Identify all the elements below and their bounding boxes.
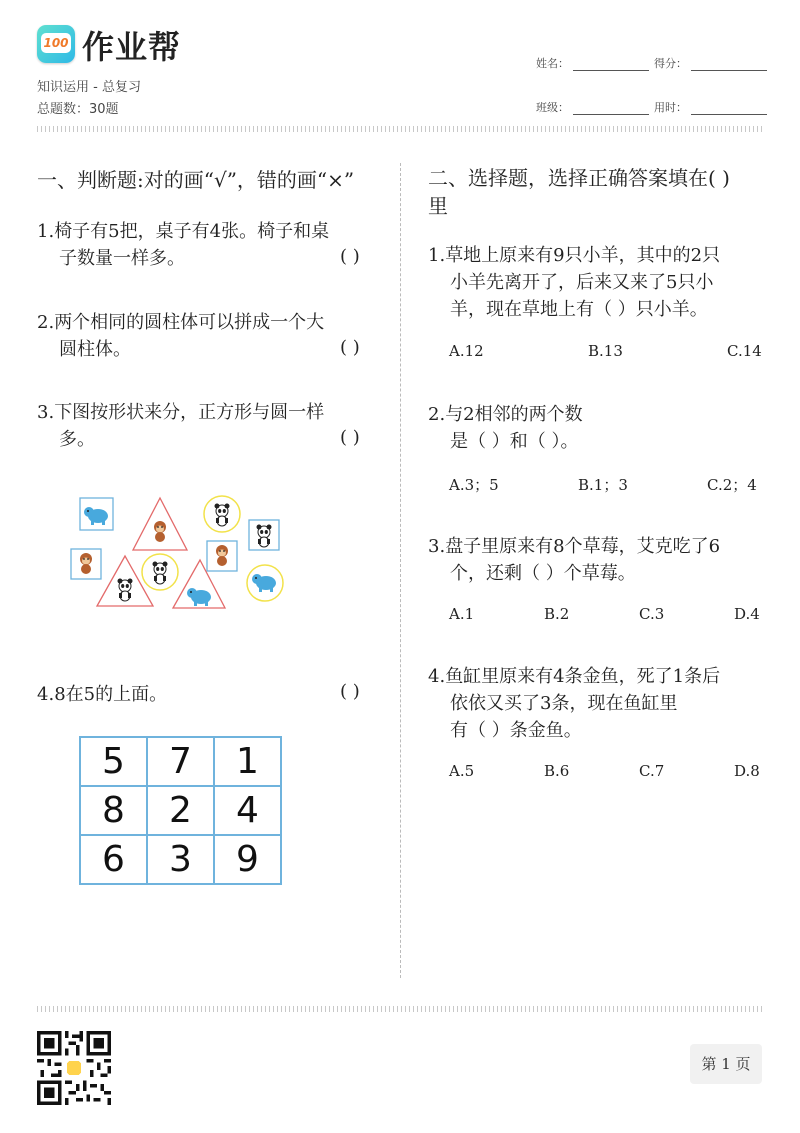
option[interactable]: C.7 — [639, 762, 665, 780]
logo-badge: 100 — [41, 33, 71, 53]
time-label: 用时： — [654, 101, 687, 114]
grid-cell: 3 — [147, 835, 214, 884]
choice-question-1: 1.草地上原来有9只小羊，其中的2只 小羊先离开了，后来又来了5只小 羊，现在草地上有（ ）只小羊。 — [428, 245, 721, 320]
name-label: 姓名： — [536, 57, 569, 70]
square-monkey-1 — [71, 549, 101, 579]
option[interactable]: A.3；5 — [449, 476, 499, 494]
grid-cell: 7 — [147, 737, 214, 786]
number-grid — [79, 736, 282, 885]
option[interactable]: D.8 — [734, 762, 760, 780]
grid-cell: 9 — [214, 835, 281, 884]
shapes-illustration — [65, 488, 295, 618]
triangle-monkey — [133, 498, 187, 550]
square-elephant — [80, 498, 113, 530]
class-label: 班级： — [536, 101, 569, 114]
grid-cell: 2 — [147, 786, 214, 835]
answer-paren-3[interactable]: ( ) — [340, 427, 360, 448]
triangle-elephant — [173, 560, 225, 608]
choice-question-4: 4.鱼缸里原来有4条金鱼，死了1条后 依依又买了3条，现在鱼缸里 有（ ）条金鱼。 — [428, 666, 721, 741]
grid-cell: 5 — [80, 737, 147, 786]
option[interactable]: B.1；3 — [578, 476, 628, 494]
total-questions: 总题数：30题 — [37, 102, 119, 117]
score-field[interactable] — [654, 55, 767, 71]
option[interactable]: D.4 — [734, 605, 760, 623]
option[interactable]: C.3 — [639, 605, 665, 623]
answer-paren-2[interactable]: ( ) — [340, 337, 360, 358]
grid-cell: 4 — [214, 786, 281, 835]
option[interactable]: B.13 — [588, 342, 623, 360]
page-number: 第 1 页 — [690, 1044, 762, 1084]
qr-code-icon — [37, 1031, 111, 1105]
answer-paren-1[interactable]: ( ) — [340, 246, 360, 267]
option[interactable]: C.2；4 — [707, 476, 757, 494]
square-panda-1 — [249, 520, 279, 550]
name-field[interactable] — [536, 55, 649, 71]
option[interactable]: B.2 — [544, 605, 570, 623]
judge-question-1: 1.椅子有5把，桌子有4张。椅子和桌 子数量一样多。 — [37, 221, 330, 269]
grid-cell: 8 — [80, 786, 147, 835]
answer-paren-4[interactable]: ( ) — [340, 681, 360, 702]
class-field[interactable] — [536, 99, 649, 115]
square-monkey-2 — [207, 541, 237, 571]
footer-divider — [37, 1006, 762, 1012]
score-label: 得分： — [654, 57, 687, 70]
section1-title: 一、判断题:对的画“√”，错的画“×” — [37, 168, 355, 192]
grid-cell: 1 — [214, 737, 281, 786]
option[interactable]: A.5 — [449, 762, 475, 780]
header-divider — [37, 126, 762, 132]
section2-title: 二、选择题，选择正确答案填在( ) 里 — [428, 166, 730, 218]
option[interactable]: C.14 — [727, 342, 762, 360]
brand-name: 作业帮 — [82, 28, 182, 66]
circle-panda-2 — [142, 554, 178, 590]
option[interactable]: A.12 — [449, 342, 484, 360]
judge-question-3: 3.下图按形状来分，正方形与圆一样 多。 — [37, 402, 325, 450]
grid-cell: 6 — [80, 835, 147, 884]
option[interactable]: B.6 — [544, 762, 570, 780]
choice-question-3: 3.盘子里原来有8个草莓，艾克吃了6 个，还剩（ ）个草莓。 — [428, 536, 721, 584]
judge-question-2: 2.两个相同的圆柱体可以拼成一个大 圆柱体。 — [37, 312, 325, 360]
logo-icon — [37, 25, 75, 63]
choice-question-2: 2.与2相邻的两个数 是（ ）和（ ）。 — [428, 404, 583, 452]
time-field[interactable] — [654, 99, 767, 115]
judge-question-4: 4.8在5的上面。 — [37, 684, 168, 705]
option[interactable]: A.1 — [449, 605, 475, 623]
column-divider — [400, 163, 401, 978]
subtitle: 知识运用 - 总复习 — [37, 80, 141, 95]
circle-panda-1 — [204, 496, 240, 532]
circle-elephant — [247, 565, 283, 601]
